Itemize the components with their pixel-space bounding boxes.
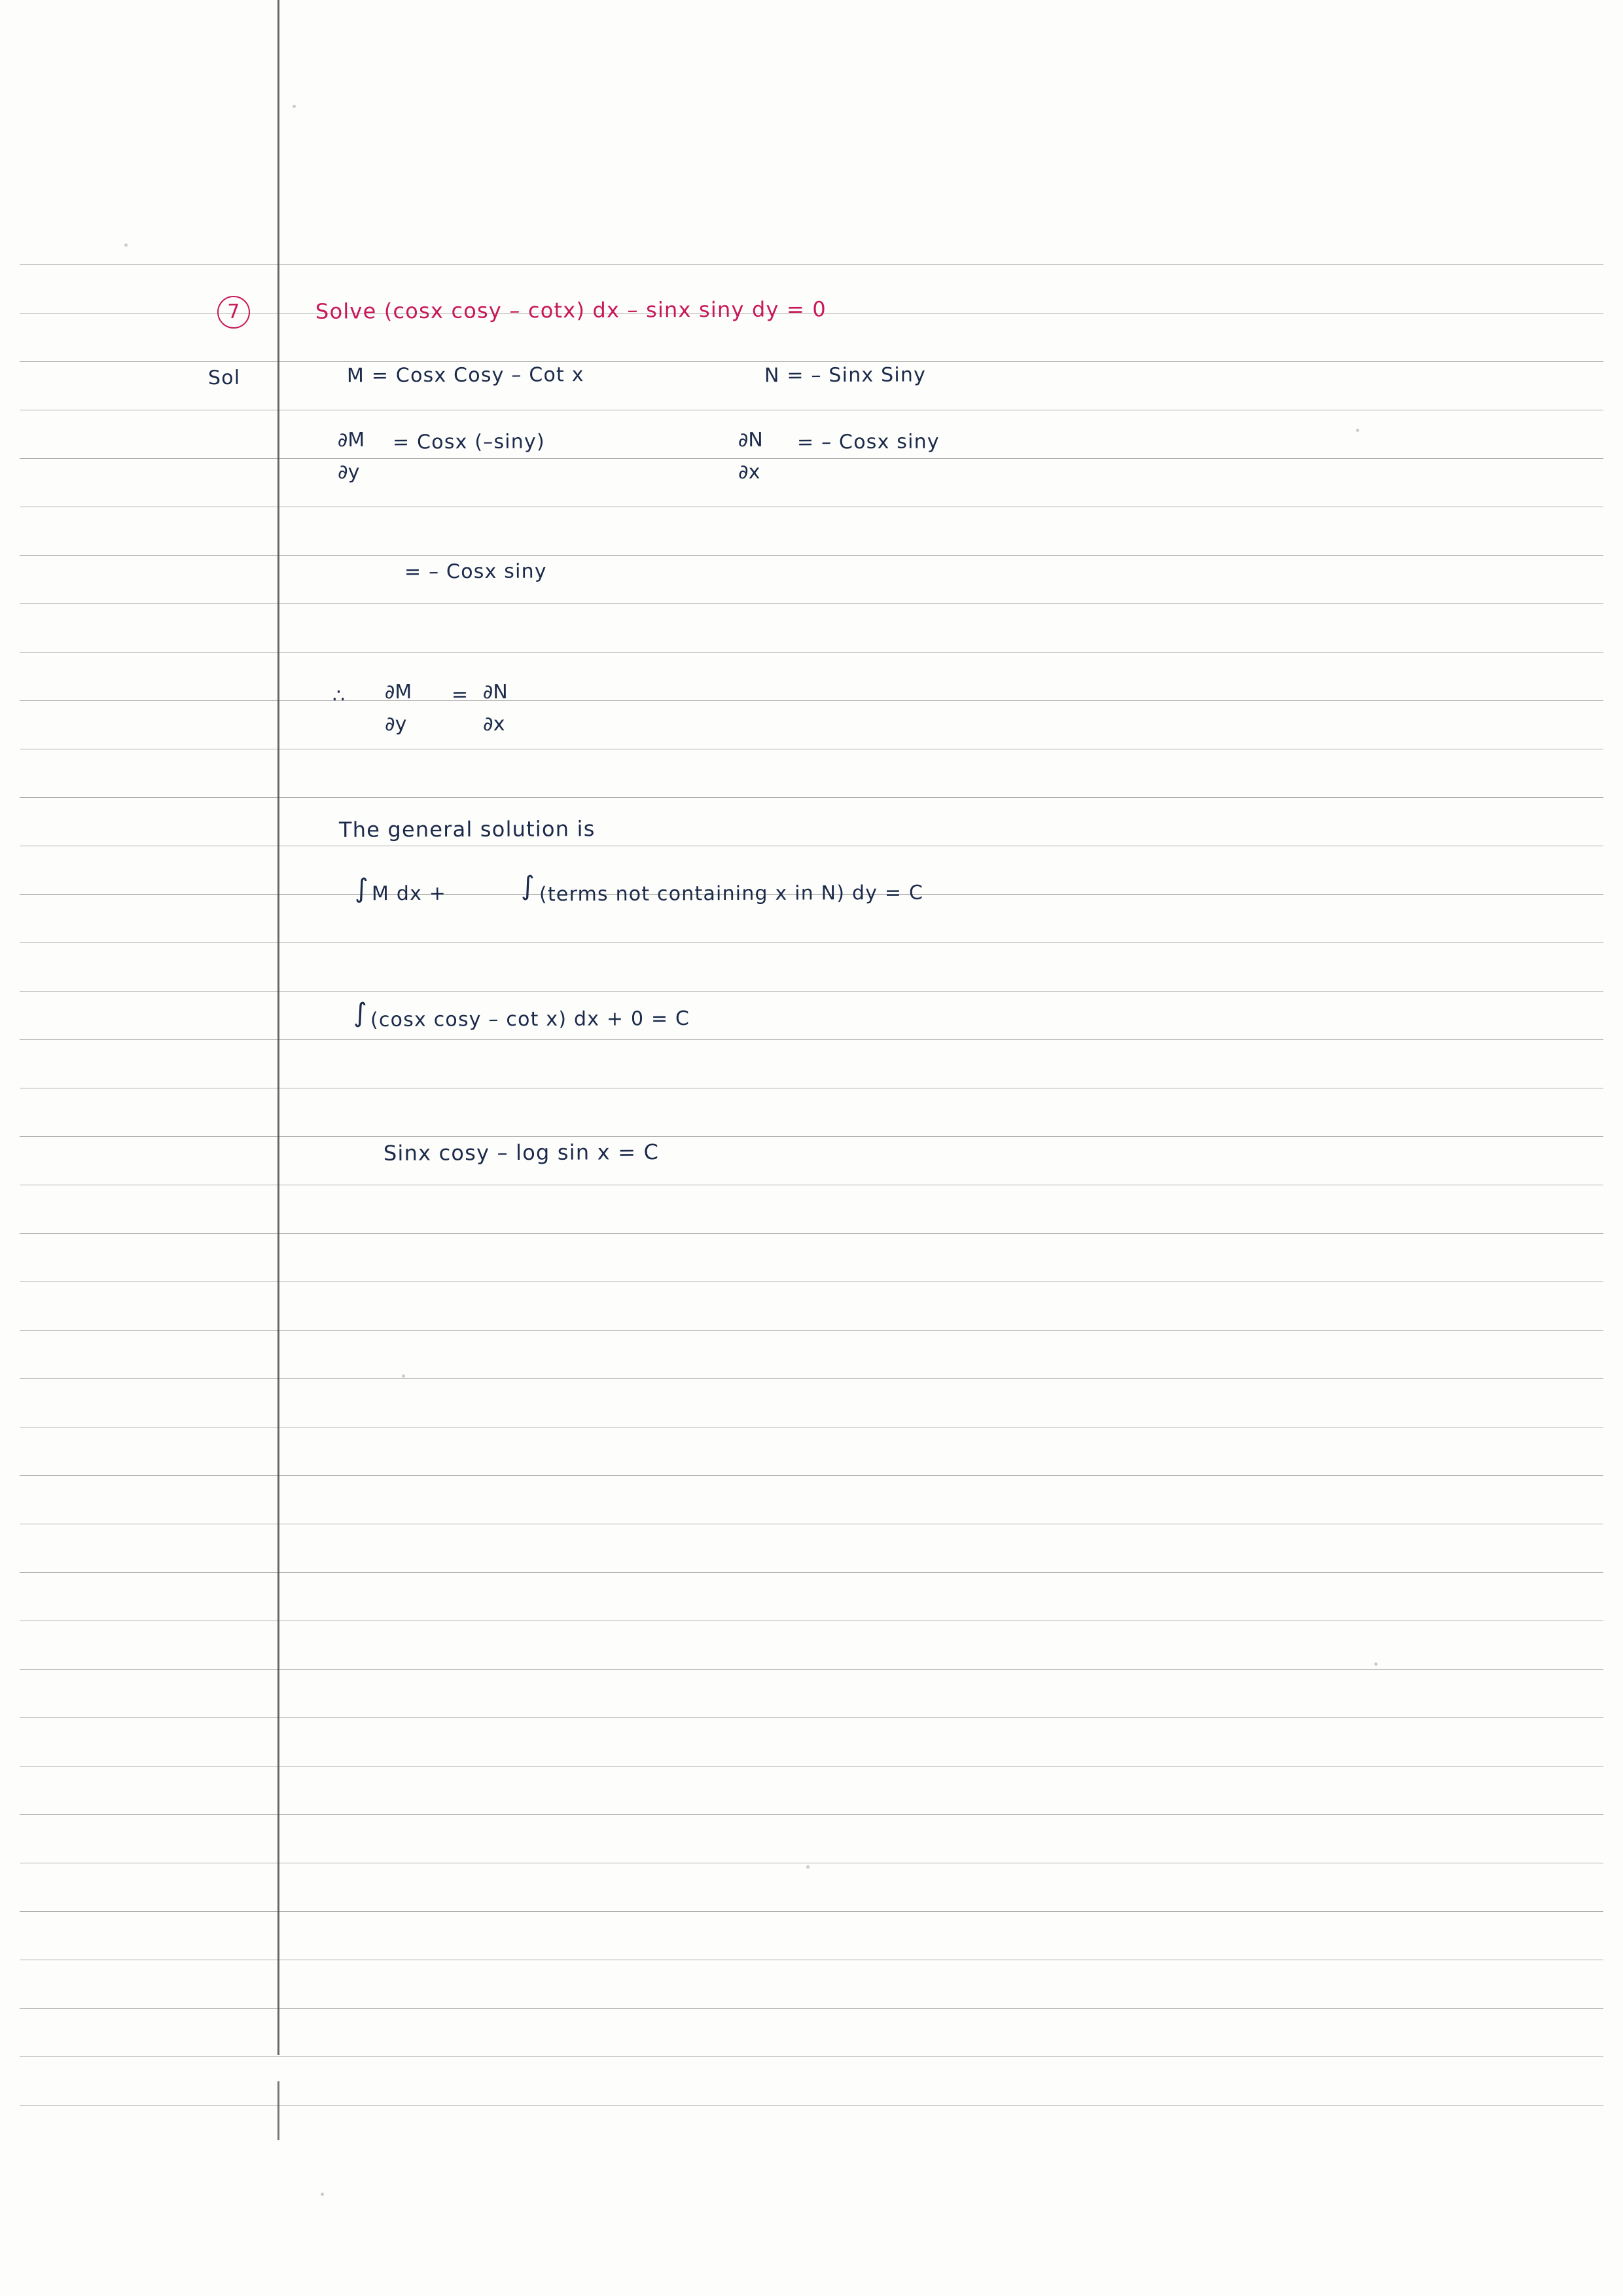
rule-line (20, 1911, 1603, 1912)
rule-line (20, 603, 1603, 604)
partial-m-over-y (338, 429, 365, 484)
partial-m-numerator: ∂M (384, 680, 412, 704)
partial-n-over-x-final (483, 681, 508, 736)
paper-smudge (321, 2193, 324, 2196)
rule-line (20, 1136, 1603, 1137)
partial-x-denominator: ∂x (738, 460, 760, 484)
rule-line (20, 361, 1603, 362)
n-definition: N = – Sinx Siny (764, 363, 927, 387)
sol-label: Sol (207, 366, 241, 390)
rule-line (20, 991, 1603, 992)
partial-n-numerator: ∂N (482, 680, 508, 704)
rule-line (20, 2056, 1603, 2057)
rule-line (20, 700, 1603, 701)
rule-line (20, 1330, 1603, 1331)
rule-line (20, 1814, 1603, 1815)
paper-smudge (293, 105, 296, 108)
rule-line (20, 1766, 1603, 1767)
margin-rule (277, 0, 279, 2055)
rule-line (20, 458, 1603, 459)
paper-smudge (1356, 429, 1359, 432)
paper-smudge (1374, 1662, 1378, 1666)
integral-symbol: ∫ (353, 997, 368, 1029)
partial-x-denominator: ∂x (483, 712, 505, 736)
partial-y-denominator: ∂y (385, 712, 407, 736)
dm-dy-result: = – Cosx siny (404, 560, 547, 584)
rule-line (20, 2105, 1603, 2106)
m-definition: M = Cosx Cosy – Cot x (346, 363, 584, 387)
rule-line (20, 797, 1603, 798)
rule-line (20, 2008, 1603, 2009)
therefore-symbol: ∴ (332, 684, 346, 708)
final-answer: Sinx cosy – log sin x = C (383, 1139, 660, 1166)
partial-m-numerator: ∂M (337, 428, 365, 452)
rule-line (20, 1378, 1603, 1379)
integral-symbol: ∫ (520, 870, 536, 902)
question-number: 7 (217, 296, 251, 329)
general-formula-part2: (terms not containing x in N) dy = C (539, 881, 924, 906)
rule-line (20, 1475, 1603, 1476)
problem-statement: Solve (cosx cosy – cotx) dx – sinx siny dy = 0 (315, 296, 827, 324)
rule-line (20, 1039, 1603, 1040)
integral-symbol: ∫ (354, 873, 370, 905)
paper-smudge (402, 1374, 405, 1378)
partial-m-over-y-final (385, 681, 412, 736)
rule-line (20, 555, 1603, 556)
rule-line (20, 1717, 1603, 1718)
margin-rule-tail (277, 2081, 279, 2140)
paper-smudge (124, 243, 128, 247)
paper-smudge (806, 1865, 810, 1869)
partial-n-over-x (738, 429, 763, 484)
dn-dx-value: = – Cosx siny (796, 430, 940, 454)
general-formula-part1: M dx + (371, 882, 447, 906)
substituted-integral: (cosx cosy – cot x) dx + 0 = C (370, 1007, 690, 1032)
rule-line (20, 264, 1603, 265)
dm-dy-value: = Cosx (–siny) (392, 430, 545, 454)
equals-symbol: = (451, 683, 469, 707)
rule-line (20, 652, 1603, 653)
rule-line (20, 1669, 1603, 1670)
rule-line (20, 1572, 1603, 1573)
rule-line (20, 1233, 1603, 1234)
partial-y-denominator: ∂y (338, 460, 360, 484)
partial-n-numerator: ∂N (738, 428, 763, 452)
rule-line (20, 942, 1603, 943)
general-solution-text: The general solution is (338, 816, 596, 842)
